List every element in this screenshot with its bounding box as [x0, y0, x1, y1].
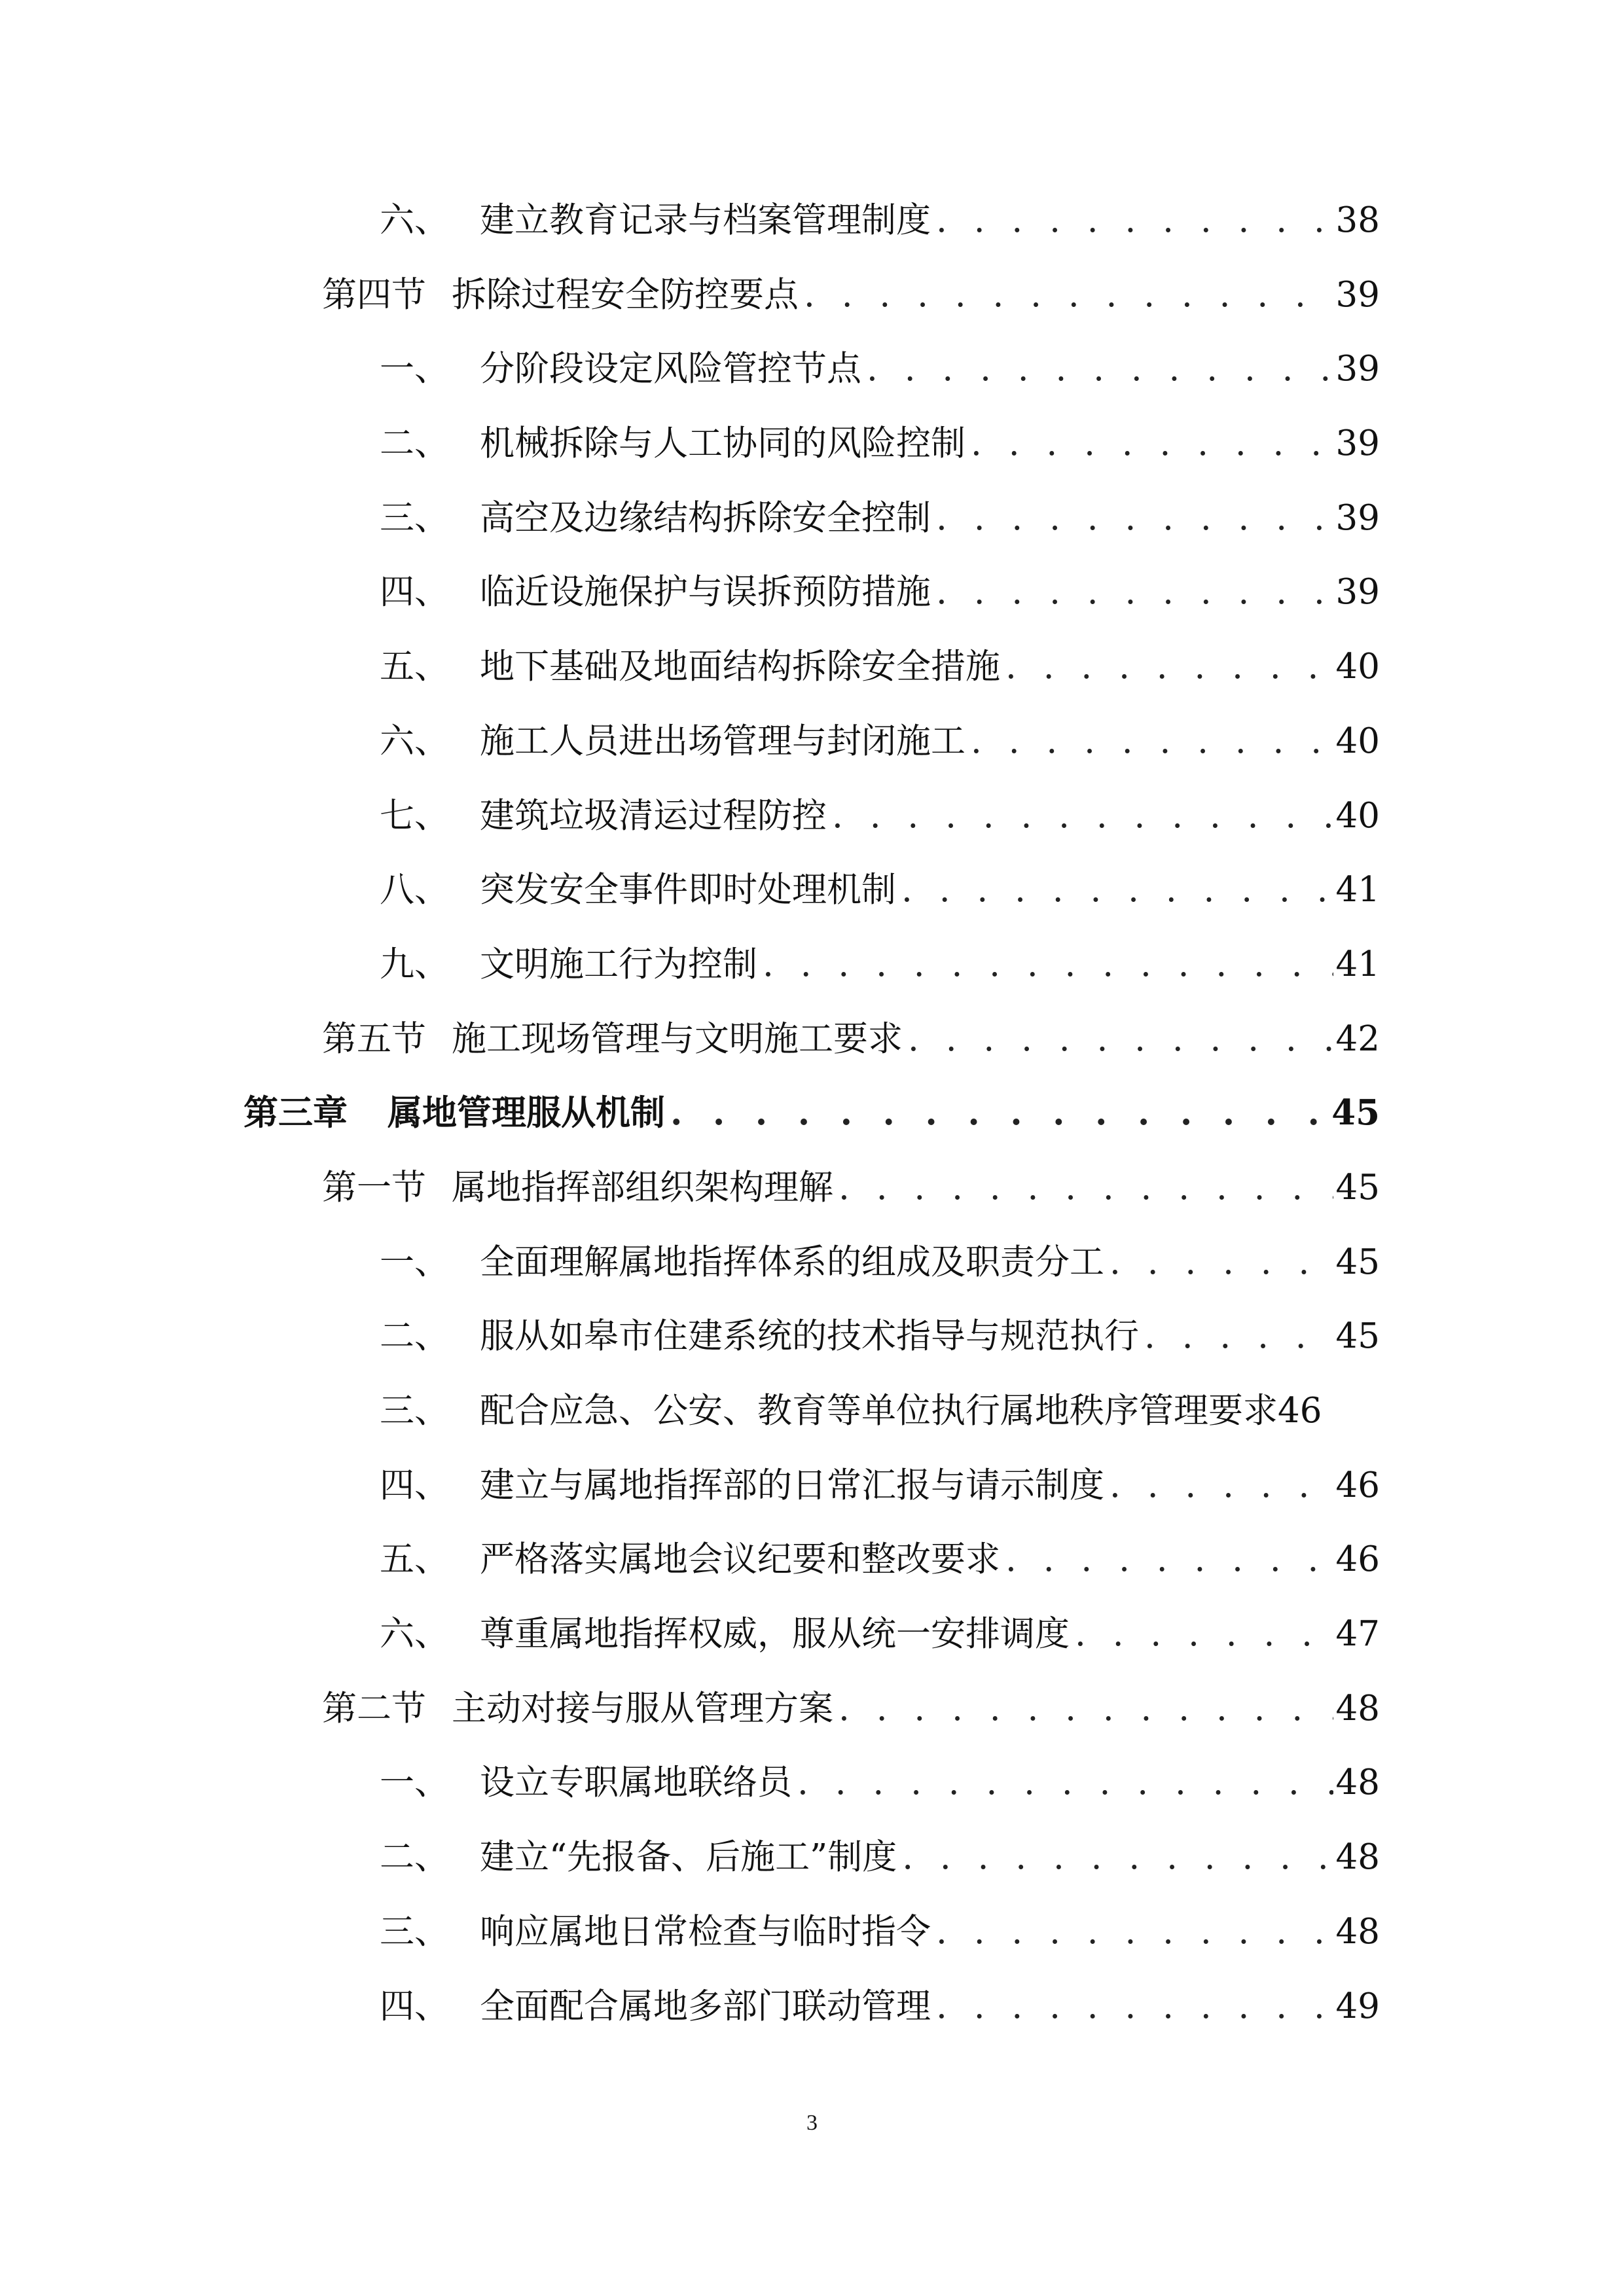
- dot-leader: [971, 704, 1333, 779]
- toc-entry[interactable]: [0, 1969, 1624, 2044]
- toc-entry-title: 尊重属地指挥权威，服从统一安排调度: [480, 1614, 1070, 1655]
- toc-entry[interactable]: [0, 1820, 1624, 1895]
- toc-entry[interactable]: [0, 183, 1624, 258]
- toc-entry-number: 第一节: [322, 1167, 426, 1208]
- toc-entry[interactable]: [0, 1225, 1624, 1300]
- toc-entry[interactable]: [0, 779, 1624, 853]
- toc-section-entry[interactable]: [0, 1672, 1624, 1746]
- toc-entry[interactable]: [0, 406, 1624, 481]
- toc-entry-number: 二、: [380, 1316, 449, 1357]
- toc-entry-number: 四、: [380, 1465, 449, 1505]
- table-of-contents: [0, 183, 1624, 2043]
- toc-entry-page: 39: [1335, 423, 1380, 464]
- dot-leader: [1005, 1522, 1333, 1597]
- dot-leader: [1110, 1225, 1333, 1300]
- dot-leader: [936, 1969, 1333, 2044]
- toc-entry-number: 六、: [380, 200, 449, 240]
- toc-entry-title: 建立与属地指挥部的日常汇报与请示制度: [480, 1465, 1104, 1505]
- toc-entry[interactable]: [0, 1299, 1624, 1374]
- toc-entry-title: 施工人员进出场管理与封闭施工: [480, 721, 965, 761]
- toc-entry-page: 48: [1335, 1911, 1380, 1952]
- toc-entry-number: 一、: [380, 349, 449, 389]
- toc-entry-title: 地下基础及地面结构拆除安全措施: [480, 647, 1000, 687]
- toc-entry-title: 建立教育记录与档案管理制度: [480, 200, 931, 240]
- toc-entry[interactable]: [0, 1448, 1624, 1523]
- toc-entry-page: 48: [1335, 1688, 1380, 1729]
- toc-entry-title: 高空及边缘结构拆除安全控制: [480, 497, 931, 538]
- toc-entry-number: 第二节: [322, 1688, 426, 1729]
- toc-entry[interactable]: [0, 332, 1624, 406]
- dot-leader: [1144, 1299, 1333, 1374]
- toc-entry-number: 七、: [380, 795, 449, 836]
- toc-entry-title: 拆除过程安全防控要点: [452, 274, 799, 315]
- toc-entry[interactable]: [0, 704, 1624, 779]
- dot-leader: [936, 183, 1333, 258]
- dot-leader: [867, 332, 1333, 406]
- toc-entry-number: 四、: [380, 1986, 449, 2026]
- page-number: 3: [806, 2111, 818, 2135]
- toc-entry-number: 二、: [380, 423, 449, 464]
- dot-leader: [902, 1820, 1333, 1895]
- toc-entry-title: 设立专职属地联络员: [480, 1763, 792, 1803]
- toc-entry-page: 46: [1278, 1391, 1322, 1431]
- toc-entry-number: 一、: [380, 1242, 449, 1282]
- toc-entry-title: 全面配合属地多部门联动管理: [480, 1986, 931, 2026]
- dot-leader: [1075, 1597, 1333, 1672]
- dot-leader: [832, 779, 1333, 853]
- toc-entry-page: 40: [1335, 721, 1380, 761]
- dot-leader: [936, 555, 1333, 630]
- toc-entry-title: 分阶段设定风险管控节点: [480, 349, 861, 389]
- dot-leader: [1110, 1448, 1333, 1523]
- dot-leader: [839, 1672, 1333, 1746]
- toc-entry-title: 临近设施保护与误拆预防措施: [480, 572, 931, 613]
- toc-entry-page: 45: [1335, 1242, 1380, 1282]
- toc-entry-page: 39: [1335, 497, 1380, 538]
- toc-entry-page: 39: [1335, 572, 1380, 613]
- toc-entry-title: 施工现场管理与文明施工要求: [452, 1018, 903, 1059]
- toc-entry[interactable]: [0, 1597, 1624, 1672]
- toc-entry-number: 八、: [380, 870, 449, 910]
- dot-leader: [839, 1151, 1333, 1225]
- dot-leader: [901, 853, 1333, 927]
- toc-entry-page: 39: [1335, 349, 1380, 389]
- dot-leader: [971, 406, 1333, 481]
- dot-leader: [804, 258, 1333, 332]
- dot-leader: [936, 1895, 1333, 1969]
- toc-entry-number: 五、: [380, 1539, 449, 1580]
- dot-leader: [936, 481, 1333, 556]
- toc-entry-number: 三、: [380, 1391, 449, 1431]
- toc-entry-number: 九、: [380, 944, 449, 984]
- toc-entry-page: 42: [1335, 1018, 1380, 1059]
- toc-section-entry[interactable]: [0, 1151, 1624, 1225]
- toc-chapter-entry[interactable]: [0, 1076, 1624, 1151]
- toc-entry-title: 机械拆除与人工协同的风险控制: [480, 423, 965, 464]
- toc-entry[interactable]: [0, 853, 1624, 927]
- toc-entry-page: 45: [1335, 1167, 1380, 1208]
- toc-entry-title: 主动对接与服从管理方案: [452, 1688, 833, 1729]
- toc-entry-number: 第四节: [322, 274, 426, 315]
- toc-entry-title: 服从如皋市住建系统的技术指导与规范执行: [480, 1316, 1139, 1357]
- toc-entry-number: 第五节: [322, 1018, 426, 1059]
- toc-entry-title: 配合应急、公安、教育等单位执行属地秩序管理要求: [480, 1391, 1278, 1431]
- toc-entry-page: 48: [1335, 1763, 1380, 1803]
- toc-entry-page: 39: [1335, 274, 1380, 315]
- toc-entry[interactable]: [0, 630, 1624, 704]
- toc-entry-title: 响应属地日常检查与临时指令: [480, 1911, 931, 1952]
- toc-entry-title: 属地管理服从机制: [388, 1092, 665, 1134]
- toc-entry-title: 建立“先报备、后施工”制度: [480, 1837, 897, 1878]
- toc-entry-page: 41: [1335, 944, 1380, 984]
- dot-leader: [1005, 630, 1333, 704]
- toc-entry-title: 属地指挥部组织架构理解: [452, 1167, 833, 1208]
- toc-entry-number: 二、: [380, 1837, 449, 1878]
- toc-section-entry[interactable]: [0, 1002, 1624, 1077]
- toc-entry-page: 38: [1335, 200, 1380, 240]
- toc-entry-number: 第三章: [244, 1092, 348, 1134]
- toc-entry-page: 49: [1335, 1986, 1380, 2026]
- dot-leader: [670, 1076, 1329, 1151]
- toc-entry-page: 40: [1335, 647, 1380, 687]
- toc-entry[interactable]: [0, 1895, 1624, 1969]
- dot-leader: [797, 1746, 1333, 1820]
- toc-entry-title: 建筑垃圾清运过程防控: [480, 795, 827, 836]
- toc-entry-number: 一、: [380, 1763, 449, 1803]
- toc-entry[interactable]: [0, 1522, 1624, 1597]
- toc-entry[interactable]: [0, 1746, 1624, 1820]
- toc-entry-page: 48: [1335, 1837, 1380, 1878]
- toc-entry[interactable]: [0, 927, 1624, 1002]
- toc-entry-number: 三、: [380, 1911, 449, 1952]
- toc-entry-number: 六、: [380, 1614, 449, 1655]
- toc-entry-title: 突发安全事件即时处理机制: [480, 870, 896, 910]
- toc-entry-page: 41: [1335, 870, 1380, 910]
- toc-section-entry[interactable]: [0, 258, 1624, 332]
- toc-entry-title: 文明施工行为控制: [480, 944, 757, 984]
- toc-entry-number: 四、: [380, 572, 449, 613]
- toc-entry-page: 40: [1335, 795, 1380, 836]
- toc-entry-number: 五、: [380, 647, 449, 687]
- toc-entry-page: 47: [1335, 1614, 1380, 1655]
- toc-entry-title: 严格落实属地会议纪要和整改要求: [480, 1539, 1000, 1580]
- dot-leader: [763, 927, 1333, 1002]
- toc-entry-number: 三、: [380, 497, 449, 538]
- toc-entry-page: 46: [1335, 1465, 1380, 1505]
- toc-entry-page: 45: [1335, 1316, 1380, 1357]
- toc-entry-page: 46: [1335, 1539, 1380, 1580]
- toc-entry-page: 45: [1331, 1092, 1380, 1134]
- toc-entry[interactable]: [0, 1374, 1624, 1448]
- toc-entry-number: 六、: [380, 721, 449, 761]
- toc-entry[interactable]: [0, 555, 1624, 630]
- dot-leader: [908, 1002, 1333, 1077]
- toc-entry-title: 全面理解属地指挥体系的组成及职责分工: [480, 1242, 1104, 1282]
- toc-entry[interactable]: [0, 481, 1624, 556]
